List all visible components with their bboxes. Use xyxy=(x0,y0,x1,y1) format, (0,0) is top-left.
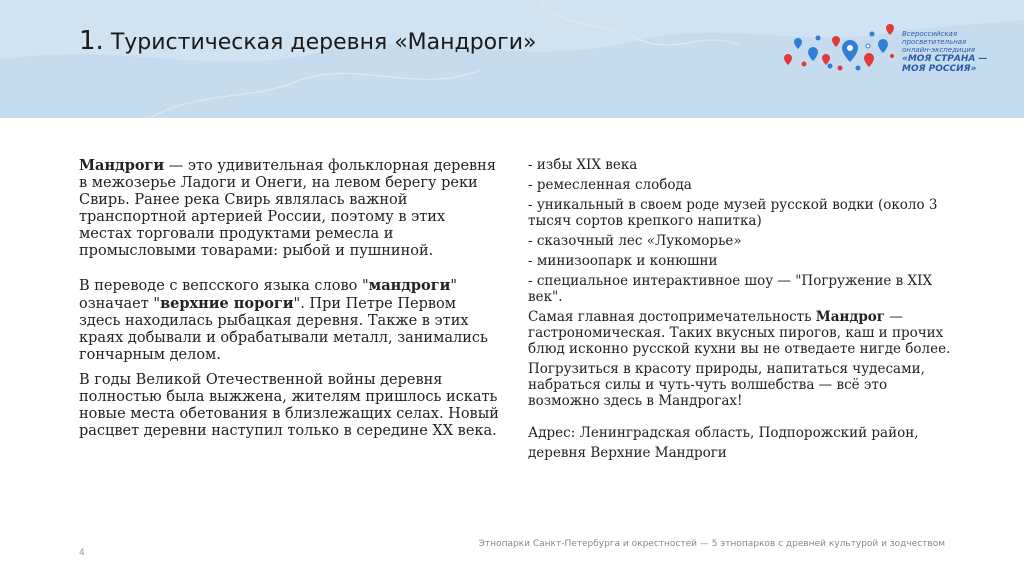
address-line-2: деревня Верхние Мандроги xyxy=(528,445,727,461)
translation-text-d: ". При Петре Первом здесь находилась рыбацкая деревня. Также в этих краях добывали и обрабатывали металл, занимались гончарным делом. xyxy=(79,296,488,363)
logo-line-2: онлайн-экспедиция xyxy=(902,46,975,54)
footer-caption: Этнопарки Санкт-Петербурга и окрестностей — 5 этнопарков с древней культурой и зодчеством xyxy=(478,539,945,549)
logo-caption xyxy=(902,30,1012,74)
bold-term-mandrogi: мандроги xyxy=(368,277,451,294)
paragraph-war: В годы Великой Отечественной войны деревня полностью была выжжена, жителям пришлось искать новые места обетования в близлежащих селах. Новый расцвет деревни наступил только в середине XX века. xyxy=(79,372,499,439)
title-number: 1. xyxy=(79,26,104,56)
logo-line-1: Всероссийская просветительная xyxy=(902,30,967,46)
translation-text-c: " означает " xyxy=(79,278,458,312)
bold-term-upper-rapids: верхние пороги xyxy=(160,295,294,312)
page-title xyxy=(79,26,536,56)
paragraph-translation xyxy=(79,277,499,364)
right-column xyxy=(528,157,958,461)
paragraph-gastronomy xyxy=(528,309,958,357)
list-item: - ремесленная слобода xyxy=(528,177,692,193)
list-item: - минизоопарк и конюшни xyxy=(528,253,718,269)
address-line-1: Адрес: Ленинградская область, Подпорожский район, xyxy=(528,425,919,441)
logo-line-4: МОЯ РОССИЯ» xyxy=(902,64,977,74)
gastronomy-text-a: Самая главная достопримечательность xyxy=(528,309,816,325)
list-item: - сказочный лес «Лукоморье» xyxy=(528,233,742,249)
header-banner xyxy=(0,0,1024,118)
bold-term-mandrog: Мандрог xyxy=(815,309,886,325)
paragraph-nature: Погрузиться в красоту природы, напитаться чудесами, набраться силы и чуть-чуть волшебства — всё это возможно здесь в Мандрогах! xyxy=(528,361,925,409)
paragraph-intro xyxy=(79,157,499,260)
translation-text-a: В переводе с вепсского языка слово " xyxy=(79,278,369,294)
left-column xyxy=(79,157,499,440)
gastronomy-text-c: — гастрономическая. Таких вкусных пирогов, каш и прочих блюд исконно русской кухни вы не отведаете нигде более. xyxy=(528,309,951,357)
title-text: Туристическая деревня «Мандроги» xyxy=(110,30,537,55)
list-item: - уникальный в своем роде музей русской водки (около 3 тысяч сортов крепкого напитка) xyxy=(528,197,938,229)
list-item: - специальное интерактивное шоу — "Погружение в XIX век". xyxy=(528,273,933,305)
intro-text: — это удивительная фольклорная деревня в межозерье Ладоги и Онеги, на левом берегу реки Свирь. Ранее река Свирь являлась важной транспортной артерией России, поэтому в этих местах торговали продуктами ремесла и промысловыми товарами: рыбой и пушниной. xyxy=(79,158,496,259)
bold-term: Мандроги xyxy=(79,157,165,174)
page-number: 4 xyxy=(79,548,85,558)
logo-line-3: «МОЯ СТРАНА — xyxy=(902,54,988,64)
list-item: - избы XIX века xyxy=(528,157,638,173)
